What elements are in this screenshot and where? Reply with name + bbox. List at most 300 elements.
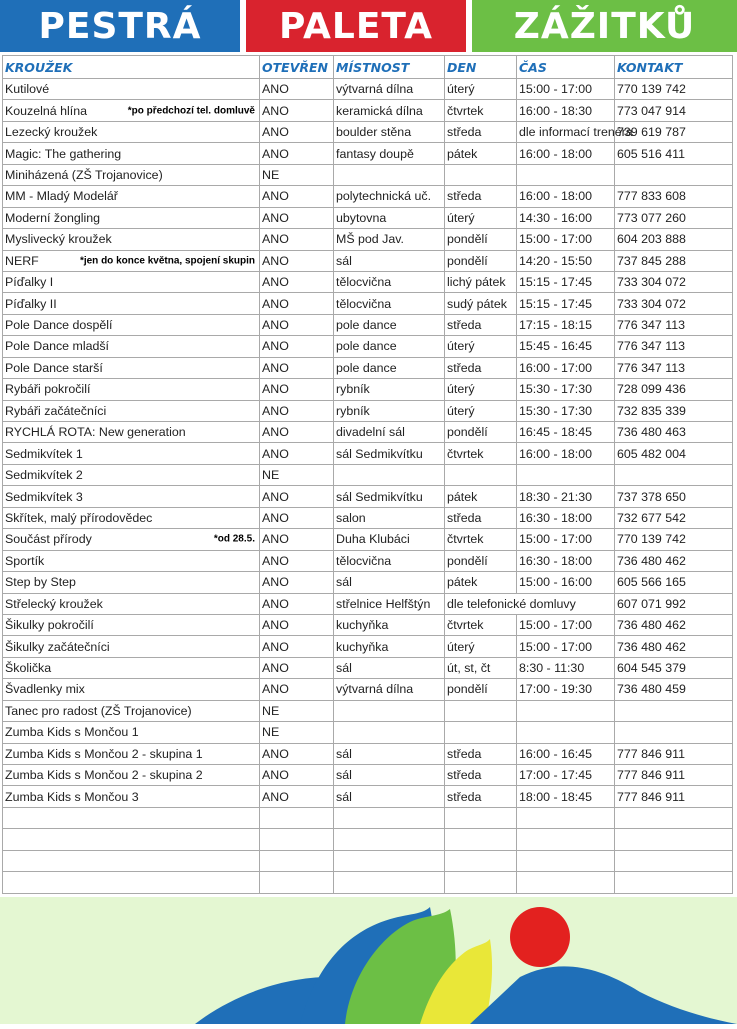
cell-krouzek <box>3 722 260 743</box>
cell-cas: 16:45 - 18:45 <box>517 422 615 443</box>
table-row <box>3 357 733 378</box>
krouzek-name: Rybáři začátečníci <box>5 403 107 418</box>
cell-krouzek <box>3 786 260 807</box>
cell-mistnost: sál <box>334 765 445 786</box>
cell-den: čtvrtek <box>445 614 517 635</box>
cell-cas: 15:30 - 17:30 <box>517 400 615 421</box>
cell-mistnost: kuchyňka <box>334 614 445 635</box>
cell-mistnost: divadelní sál <box>334 422 445 443</box>
header-otevren: OTEVŘEN <box>260 56 334 79</box>
cell-krouzek <box>3 164 260 185</box>
cell-kontakt: 733 304 072 <box>615 293 733 314</box>
cell-otevren: ANO <box>260 314 334 335</box>
cell-den: pátek <box>445 486 517 507</box>
cell-kontakt: 605 482 004 <box>615 443 733 464</box>
cell-kontakt: 777 833 608 <box>615 186 733 207</box>
table-row <box>3 121 733 142</box>
cell-kontakt: 736 480 462 <box>615 550 733 571</box>
cell-kontakt: 739 619 787 <box>615 121 733 142</box>
cell-krouzek <box>3 507 260 528</box>
cell-krouzek <box>3 529 260 550</box>
header-cas: ČAS <box>517 56 615 79</box>
table-row <box>3 593 733 614</box>
krouzek-name: Součást přírody <box>5 532 92 547</box>
table-row <box>3 229 733 250</box>
cell-otevren: ANO <box>260 765 334 786</box>
cell-krouzek <box>3 250 260 271</box>
cell-cas: 15:00 - 17:00 <box>517 229 615 250</box>
cell-krouzek <box>3 550 260 571</box>
krouzek-name: MM - Mladý Modelář <box>5 189 118 204</box>
table-row <box>3 207 733 228</box>
cell-cas: 15:45 - 16:45 <box>517 336 615 357</box>
krouzek-name: Step by Step <box>5 575 76 590</box>
cell-den <box>445 829 517 850</box>
table-row <box>3 614 733 635</box>
cell-krouzek <box>3 872 260 893</box>
krouzek-name: Sedmikvítek 3 <box>5 489 83 504</box>
cell-den: středa <box>445 186 517 207</box>
cell-otevren: ANO <box>260 100 334 121</box>
cell-otevren <box>260 807 334 828</box>
krouzek-name: Kutilové <box>5 82 50 97</box>
krouzek-name: Sedmikvítek 1 <box>5 446 83 461</box>
cell-den: středa <box>445 121 517 142</box>
cell-krouzek <box>3 829 260 850</box>
cell-cas: 8:30 - 11:30 <box>517 657 615 678</box>
cell-den: středa <box>445 786 517 807</box>
cell-otevren: ANO <box>260 121 334 142</box>
cell-kontakt: 777 846 911 <box>615 765 733 786</box>
cell-cas <box>517 807 615 828</box>
cell-kontakt <box>615 722 733 743</box>
krouzek-name: Kouzelná hlína <box>5 103 87 118</box>
title-banner <box>0 0 737 54</box>
cell-den: středa <box>445 765 517 786</box>
banner-word-zazitku: ZÁŽITKŮ <box>472 0 737 52</box>
cell-krouzek <box>3 614 260 635</box>
cell-den: úterý <box>445 79 517 100</box>
cell-otevren: NE <box>260 164 334 185</box>
cell-mistnost <box>334 700 445 721</box>
cell-kontakt <box>615 700 733 721</box>
cell-mistnost: sál <box>334 786 445 807</box>
cell-kontakt: 776 347 113 <box>615 357 733 378</box>
cell-cas: 16:00 - 18:30 <box>517 100 615 121</box>
cell-krouzek <box>3 229 260 250</box>
cell-krouzek <box>3 207 260 228</box>
cell-kontakt: 607 071 992 <box>615 593 733 614</box>
cell-cas: dle informací trenéra <box>517 121 615 142</box>
cell-cas: 16:00 - 17:00 <box>517 357 615 378</box>
cell-kontakt: 732 835 339 <box>615 400 733 421</box>
krouzek-note: *po předchozí tel. domluvě <box>127 105 255 117</box>
cell-krouzek <box>3 593 260 614</box>
cell-kontakt: 773 047 914 <box>615 100 733 121</box>
cell-mistnost: výtvarná dílna <box>334 79 445 100</box>
cell-kontakt <box>615 850 733 871</box>
krouzek-name: Tanec pro radost (ZŠ Trojanovice) <box>5 703 192 718</box>
cell-den: středa <box>445 357 517 378</box>
krouzek-name: Miniházená (ZŠ Trojanovice) <box>5 167 163 182</box>
table-row <box>3 872 733 893</box>
table-row <box>3 529 733 550</box>
cell-otevren: ANO <box>260 79 334 100</box>
krouzek-name: Píďalky I <box>5 275 54 290</box>
table-row <box>3 293 733 314</box>
cell-otevren <box>260 829 334 850</box>
krouzek-name: Píďalky II <box>5 296 57 311</box>
cell-kontakt: 737 845 288 <box>615 250 733 271</box>
cell-krouzek <box>3 636 260 657</box>
cell-cas: 16:00 - 18:00 <box>517 143 615 164</box>
cell-cas <box>517 850 615 871</box>
cell-cas: 15:15 - 17:45 <box>517 271 615 292</box>
cell-den: pondělí <box>445 679 517 700</box>
cell-kontakt: 604 203 888 <box>615 229 733 250</box>
cell-otevren: ANO <box>260 400 334 421</box>
cell-krouzek <box>3 271 260 292</box>
cell-den: pondělí <box>445 550 517 571</box>
table-row <box>3 186 733 207</box>
cell-den: lichý pátek <box>445 271 517 292</box>
cell-kontakt: 773 077 260 <box>615 207 733 228</box>
krouzek-name: Švadlenky mix <box>5 682 85 697</box>
cell-mistnost: rybník <box>334 379 445 400</box>
cell-kontakt: 777 846 911 <box>615 743 733 764</box>
schedule-table <box>2 55 733 894</box>
table-row <box>3 722 733 743</box>
cell-mistnost: tělocvična <box>334 271 445 292</box>
cell-krouzek <box>3 121 260 142</box>
table-row <box>3 143 733 164</box>
cell-mistnost <box>334 807 445 828</box>
krouzek-note: *jen do konce května, spojení skupin <box>79 255 255 267</box>
cell-cas: 17:00 - 17:45 <box>517 765 615 786</box>
cell-mistnost: Duha Klubáci <box>334 529 445 550</box>
cell-cas: 16:00 - 18:00 <box>517 186 615 207</box>
cell-mistnost <box>334 850 445 871</box>
krouzek-name: Školička <box>5 661 52 676</box>
cell-otevren <box>260 850 334 871</box>
cell-otevren: NE <box>260 464 334 485</box>
table-row <box>3 336 733 357</box>
cell-otevren: ANO <box>260 636 334 657</box>
cell-otevren: ANO <box>260 293 334 314</box>
cell-mistnost: keramická dílna <box>334 100 445 121</box>
cell-kontakt: 770 139 742 <box>615 529 733 550</box>
cell-den: úterý <box>445 636 517 657</box>
cell-mistnost <box>334 722 445 743</box>
cell-kontakt: 604 545 379 <box>615 657 733 678</box>
cell-krouzek <box>3 679 260 700</box>
cell-mistnost: sál <box>334 250 445 271</box>
cell-krouzek <box>3 422 260 443</box>
cell-otevren: ANO <box>260 143 334 164</box>
cell-krouzek <box>3 314 260 335</box>
cell-mistnost <box>334 872 445 893</box>
cell-den <box>445 807 517 828</box>
mountain-sun-logo <box>0 897 737 1024</box>
cell-mistnost: tělocvična <box>334 550 445 571</box>
cell-krouzek <box>3 464 260 485</box>
cell-otevren: ANO <box>260 614 334 635</box>
cell-mistnost: ubytovna <box>334 207 445 228</box>
cell-krouzek <box>3 336 260 357</box>
cell-den <box>445 700 517 721</box>
cell-kontakt: 737 378 650 <box>615 486 733 507</box>
krouzek-name: Zumba Kids s Mončou 2 - skupina 2 <box>5 768 203 783</box>
cell-cas: 15:00 - 17:00 <box>517 636 615 657</box>
krouzek-name: Šikulky pokročilí <box>5 618 94 633</box>
cell-den <box>445 872 517 893</box>
cell-mistnost: sál <box>334 743 445 764</box>
banner-word-paleta: PALETA <box>246 0 466 52</box>
cell-otevren: ANO <box>260 271 334 292</box>
cell-cas: 16:00 - 16:45 <box>517 743 615 764</box>
cell-otevren: ANO <box>260 357 334 378</box>
table-row <box>3 850 733 871</box>
cell-cas <box>517 872 615 893</box>
table-row <box>3 464 733 485</box>
cell-kontakt <box>615 164 733 185</box>
cell-cas: 14:30 - 16:00 <box>517 207 615 228</box>
cell-otevren: ANO <box>260 743 334 764</box>
cell-mistnost: pole dance <box>334 336 445 357</box>
cell-den: pátek <box>445 572 517 593</box>
krouzek-name: Myslivecký kroužek <box>5 232 112 247</box>
cell-mistnost: výtvarná dílna <box>334 679 445 700</box>
table-row <box>3 250 733 271</box>
table-row <box>3 765 733 786</box>
cell-otevren: ANO <box>260 207 334 228</box>
cell-den: úterý <box>445 336 517 357</box>
cell-krouzek <box>3 657 260 678</box>
cell-otevren: ANO <box>260 443 334 464</box>
cell-mistnost: střelnice Helfštýn <box>334 593 445 614</box>
krouzek-name: Zumba Kids s Mončou 1 <box>5 725 139 740</box>
cell-krouzek <box>3 379 260 400</box>
cell-otevren: NE <box>260 700 334 721</box>
cell-krouzek <box>3 100 260 121</box>
cell-mistnost: polytechnická uč. <box>334 186 445 207</box>
cell-cas: 15:00 - 17:00 <box>517 529 615 550</box>
cell-cas: 15:00 - 17:00 <box>517 614 615 635</box>
krouzek-name: Pole Dance starší <box>5 360 103 375</box>
cell-cas <box>517 829 615 850</box>
cell-mistnost <box>334 829 445 850</box>
cell-kontakt: 732 677 542 <box>615 507 733 528</box>
cell-kontakt: 776 347 113 <box>615 314 733 335</box>
cell-otevren: ANO <box>260 550 334 571</box>
krouzek-name: Sportík <box>5 553 45 568</box>
table-row <box>3 422 733 443</box>
krouzek-name: Magic: The gathering <box>5 146 122 161</box>
cell-krouzek <box>3 765 260 786</box>
cell-den: čtvrtek <box>445 100 517 121</box>
table-row <box>3 79 733 100</box>
cell-krouzek <box>3 357 260 378</box>
cell-den: dle telefonické domluvy <box>445 593 615 614</box>
cell-kontakt: 733 304 072 <box>615 271 733 292</box>
krouzek-name: Pole Dance mladší <box>5 339 109 354</box>
cell-mistnost: fantasy doupě <box>334 143 445 164</box>
cell-cas <box>517 164 615 185</box>
krouzek-note: *od 28.5. <box>213 533 255 545</box>
cell-den: středa <box>445 743 517 764</box>
table-row <box>3 100 733 121</box>
cell-kontakt <box>615 872 733 893</box>
table-row <box>3 164 733 185</box>
footer-graphic <box>0 897 737 1024</box>
cell-cas: 14:20 - 15:50 <box>517 250 615 271</box>
cell-kontakt: 736 480 463 <box>615 422 733 443</box>
cell-otevren: ANO <box>260 529 334 550</box>
cell-otevren <box>260 872 334 893</box>
cell-den: čtvrtek <box>445 529 517 550</box>
table-row <box>3 807 733 828</box>
table-row <box>3 657 733 678</box>
cell-mistnost: pole dance <box>334 357 445 378</box>
krouzek-name: Skřítek, malý přírodovědec <box>5 510 153 525</box>
header-kontakt: KONTAKT <box>615 56 733 79</box>
cell-cas: 18:30 - 21:30 <box>517 486 615 507</box>
table-row <box>3 314 733 335</box>
sun-icon <box>510 907 570 967</box>
cell-krouzek <box>3 807 260 828</box>
cell-otevren: ANO <box>260 679 334 700</box>
table-row <box>3 743 733 764</box>
cell-krouzek <box>3 572 260 593</box>
right-hill-shape <box>470 966 737 1024</box>
cell-kontakt: 605 566 165 <box>615 572 733 593</box>
cell-mistnost: boulder stěna <box>334 121 445 142</box>
header-den: DEN <box>445 56 517 79</box>
cell-krouzek <box>3 79 260 100</box>
cell-den <box>445 164 517 185</box>
cell-otevren: ANO <box>260 593 334 614</box>
cell-den: pondělí <box>445 250 517 271</box>
cell-den: úterý <box>445 207 517 228</box>
cell-mistnost: MŠ pod Jav. <box>334 229 445 250</box>
header-krouzek: KROUŽEK <box>3 56 260 79</box>
table-row <box>3 443 733 464</box>
krouzek-name: RYCHLÁ ROTA: New generation <box>5 425 186 440</box>
cell-cas: 15:30 - 17:30 <box>517 379 615 400</box>
krouzek-name: Lezecký kroužek <box>5 125 98 140</box>
cell-kontakt: 777 846 911 <box>615 786 733 807</box>
krouzek-name: Střelecký kroužek <box>5 596 103 611</box>
cell-cas <box>517 722 615 743</box>
cell-cas: 16:00 - 18:00 <box>517 443 615 464</box>
cell-kontakt: 736 480 462 <box>615 636 733 657</box>
cell-krouzek <box>3 443 260 464</box>
cell-cas: 16:30 - 18:00 <box>517 550 615 571</box>
cell-kontakt <box>615 464 733 485</box>
cell-otevren: ANO <box>260 786 334 807</box>
cell-mistnost: sál <box>334 572 445 593</box>
krouzek-name: Moderní žongling <box>5 210 101 225</box>
cell-cas: 15:00 - 16:00 <box>517 572 615 593</box>
cell-den: středa <box>445 507 517 528</box>
table-row <box>3 379 733 400</box>
cell-mistnost: salon <box>334 507 445 528</box>
cell-otevren: ANO <box>260 507 334 528</box>
cell-otevren: ANO <box>260 250 334 271</box>
krouzek-name: NERF <box>5 253 39 268</box>
cell-otevren: ANO <box>260 336 334 357</box>
cell-den <box>445 850 517 871</box>
cell-krouzek <box>3 293 260 314</box>
cell-mistnost: sál Sedmikvítku <box>334 486 445 507</box>
cell-mistnost <box>334 464 445 485</box>
table-header-row <box>3 56 733 79</box>
cell-krouzek <box>3 850 260 871</box>
cell-krouzek <box>3 700 260 721</box>
cell-den: sudý pátek <box>445 293 517 314</box>
cell-cas: 17:15 - 18:15 <box>517 314 615 335</box>
cell-krouzek <box>3 400 260 421</box>
cell-kontakt: 736 480 459 <box>615 679 733 700</box>
table-row <box>3 550 733 571</box>
cell-kontakt: 776 347 113 <box>615 336 733 357</box>
cell-den <box>445 464 517 485</box>
table-row <box>3 636 733 657</box>
cell-cas: 16:30 - 18:00 <box>517 507 615 528</box>
cell-krouzek <box>3 486 260 507</box>
krouzek-name: Pole Dance dospělí <box>5 318 113 333</box>
table-row <box>3 271 733 292</box>
cell-kontakt: 736 480 462 <box>615 614 733 635</box>
cell-mistnost <box>334 164 445 185</box>
cell-otevren: ANO <box>260 422 334 443</box>
header-mistnost: MÍSTNOST <box>334 56 445 79</box>
krouzek-name: Sedmikvítek 2 <box>5 468 83 483</box>
cell-cas: 15:00 - 17:00 <box>517 79 615 100</box>
cell-otevren: ANO <box>260 486 334 507</box>
cell-den: pondělí <box>445 422 517 443</box>
cell-kontakt <box>615 807 733 828</box>
cell-kontakt: 605 516 411 <box>615 143 733 164</box>
cell-den: út, st, čt <box>445 657 517 678</box>
cell-krouzek <box>3 743 260 764</box>
table-row <box>3 679 733 700</box>
krouzek-name: Zumba Kids s Mončou 2 - skupina 1 <box>5 746 203 761</box>
cell-otevren: ANO <box>260 657 334 678</box>
cell-den: čtvrtek <box>445 443 517 464</box>
cell-den: úterý <box>445 379 517 400</box>
table-row <box>3 400 733 421</box>
cell-mistnost: kuchyňka <box>334 636 445 657</box>
cell-mistnost: rybník <box>334 400 445 421</box>
cell-krouzek <box>3 143 260 164</box>
cell-otevren: ANO <box>260 572 334 593</box>
cell-kontakt: 770 139 742 <box>615 79 733 100</box>
cell-cas: 18:00 - 18:45 <box>517 786 615 807</box>
table-row <box>3 486 733 507</box>
cell-mistnost: sál <box>334 657 445 678</box>
cell-krouzek <box>3 186 260 207</box>
cell-kontakt <box>615 829 733 850</box>
cell-cas <box>517 464 615 485</box>
table-row <box>3 829 733 850</box>
table-row <box>3 572 733 593</box>
cell-mistnost: sál Sedmikvítku <box>334 443 445 464</box>
cell-cas <box>517 700 615 721</box>
cell-den: úterý <box>445 400 517 421</box>
krouzek-name: Zumba Kids s Mončou 3 <box>5 789 139 804</box>
table-row <box>3 507 733 528</box>
